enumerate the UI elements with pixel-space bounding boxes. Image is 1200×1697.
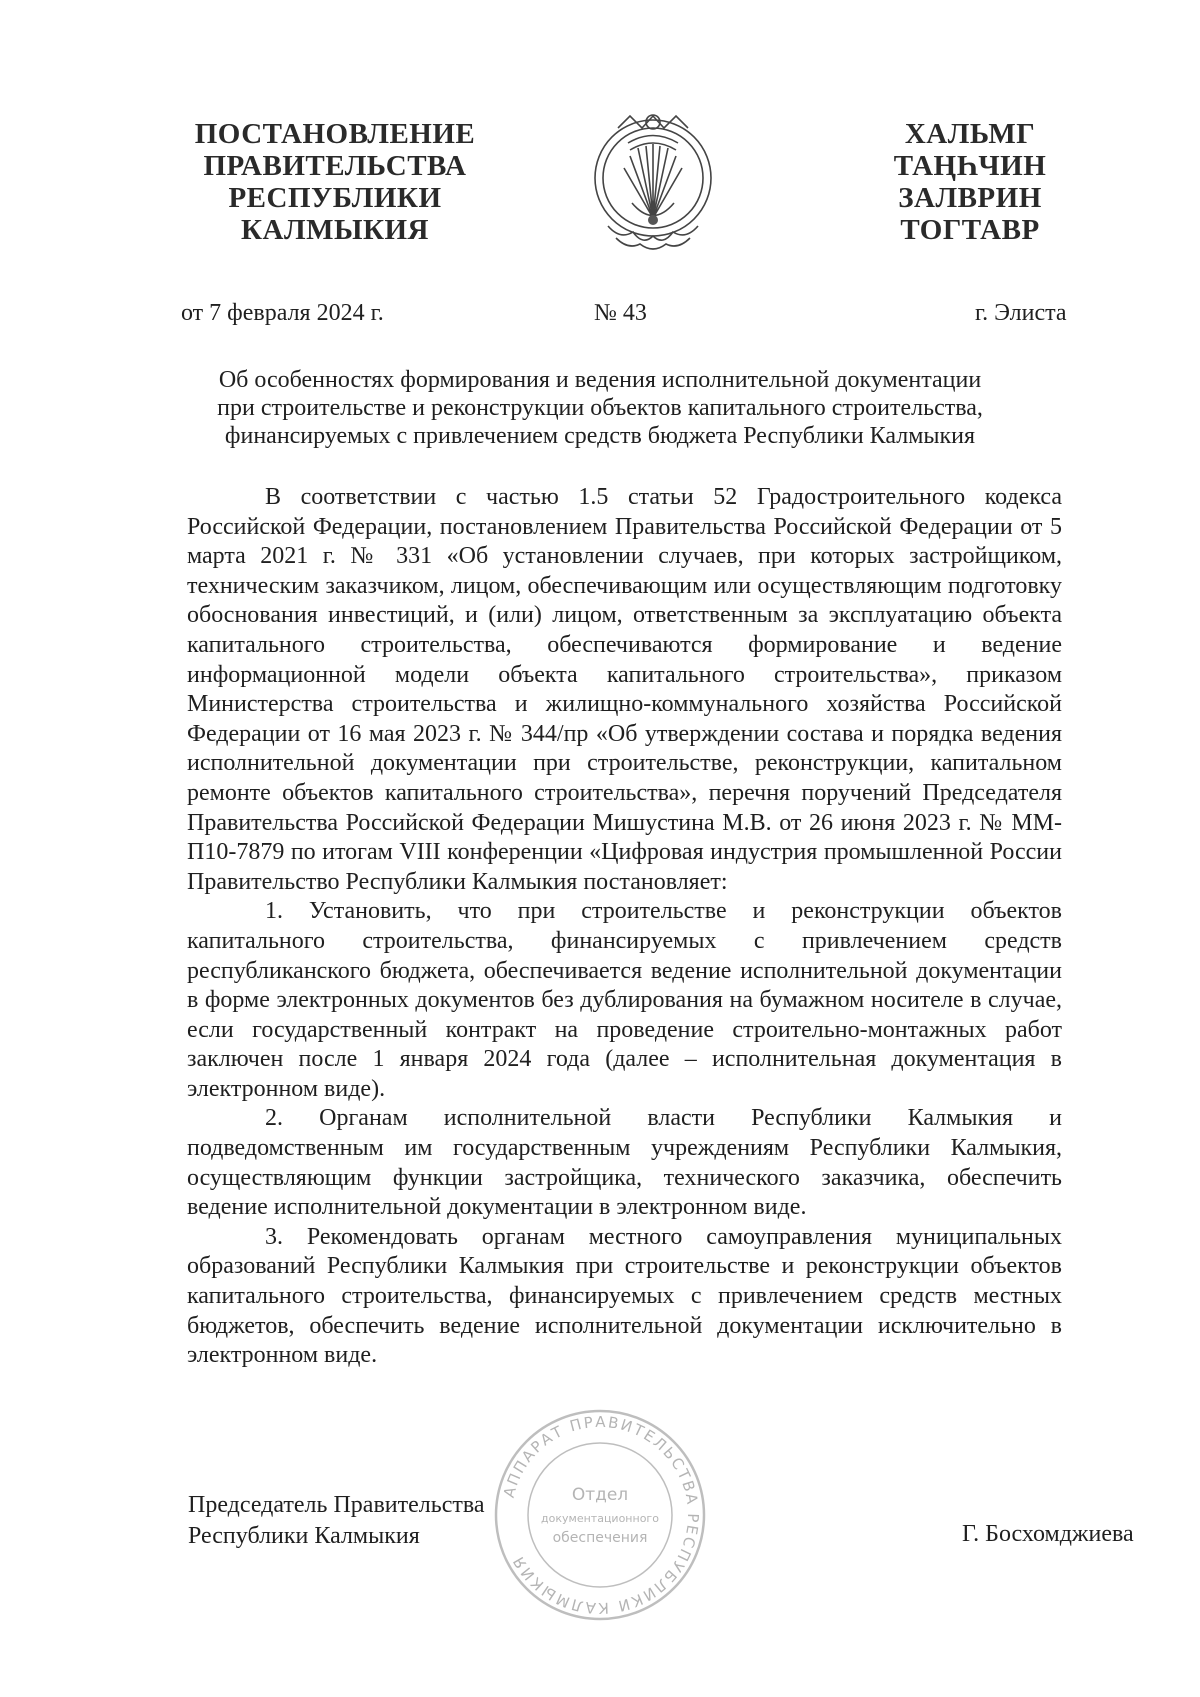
document-date: от 7 февраля 2024 г. — [181, 300, 384, 326]
title-line: при строительстве и реконструкции объектов капитального строительства, — [217, 395, 983, 421]
header-right-title — [860, 118, 1080, 246]
stamp-center-line: Отдел — [571, 1485, 629, 1505]
stamp-center-line: обеспечения — [552, 1530, 648, 1546]
signatory-position-line: Председатель Правительства — [188, 1492, 485, 1518]
document-city: г. Элиста — [975, 300, 1067, 326]
stamp-ring-text: АППАРАТ ПРАВИТЕЛЬСТВА РЕСПУБЛИКИ КАЛМЫКИЯ — [499, 1412, 703, 1618]
header-right-line: ТОГТАВР — [900, 214, 1040, 246]
header-left-line: КАЛМЫКИЯ — [241, 214, 429, 246]
official-stamp — [485, 1400, 715, 1630]
coat-of-arms-icon — [588, 108, 718, 258]
header-right-line: ЗАЛВРИН — [898, 182, 1042, 214]
title-line: финансируемых с привлечением средств бюджета Республики Калмыкия — [224, 423, 976, 449]
signatory-position — [188, 1490, 485, 1552]
signatory-position-line: Республики Калмыкия — [188, 1523, 420, 1549]
document-body — [187, 483, 1062, 1371]
header-left-line: РЕСПУБЛИКИ — [228, 182, 442, 214]
header-left-line: ПОСТАНОВЛЕНИЕ — [194, 118, 476, 150]
item-1-paragraph: 1. Установить, что при строительстве и реконструкции объектов капитального строительства, финансируемых с привлечением средств республиканского бюджета, обеспечивается ведение исполнительной документации в форме электронных документов без дублирования на бумажном носителе в случае, если государственный контракт на проведение строительно-монтажных работ заключен после 1 января 2024 года (далее – исполнительная документация в электронном виде). — [187, 898, 1062, 1102]
header-right-line: ТАҢҺЧИН — [893, 150, 1047, 182]
signatory-name: Г. Босхомджиева — [962, 1521, 1134, 1547]
stamp-center-line: документационного — [541, 1512, 659, 1525]
document-number: № 43 — [594, 300, 647, 326]
header-left-line: ПРАВИТЕЛЬСТВА — [203, 150, 467, 182]
header-right-line: ХАЛЬМГ — [904, 118, 1036, 150]
document-title — [150, 366, 1050, 450]
item-2-paragraph: 2. Органам исполнительной власти Республики Калмыкия и подведомственным им государственным учреждениям Республики Калмыкия, осуществляющим функции застройщика, технического заказчика, обеспечить ведение исполнительной документации в электронном виде. — [187, 1105, 1062, 1221]
preamble-paragraph: В соответствии с частью 1.5 статьи 52 Градостроительного кодекса Российской Федерации, постановлением Правительства Российской Федерации от 5 марта 2021 г. № 331 «Об установлении случаев, при которых застройщиком, техническим заказчиком, лицом, обеспечивающим или осуществляющим подготовку обоснования инвестиций, и (или) лицом, ответственным за эксплуатацию объекта капитального строительства, обеспечиваются формирование и ведение информационной модели объекта капитального строительства», приказом Министерства строительства и жилищно-коммунального хозяйства Российской Федерации от 16 мая 2023 г. № 344/пр «Об утверждении состава и порядка ведения исполнительной документации при строительстве, реконструкции, капитальном ремонте объектов капитального строительства», перечня поручений Председателя Правительства Российской Федерации Мишустина М.В. от 26 июня 2023 г. № ММ-П10-7879 по итогам VIII конференции «Цифровая индустрия промышленной России Правительство Республики Калмыкия постановляет: — [187, 484, 1062, 895]
header-left-title — [175, 118, 495, 246]
title-line: Об особенностях формирования и ведения исполнительной документации — [218, 367, 982, 393]
item-3-paragraph: 3. Рекомендовать органам местного самоуправления муниципальных образований Республики Калмыкия при строительстве и реконструкции объектов капитального строительства, финансируемых с привлечением средств местных бюджетов, обеспечить ведение исполнительной документации исключительно в электронном виде. — [187, 1223, 1062, 1369]
